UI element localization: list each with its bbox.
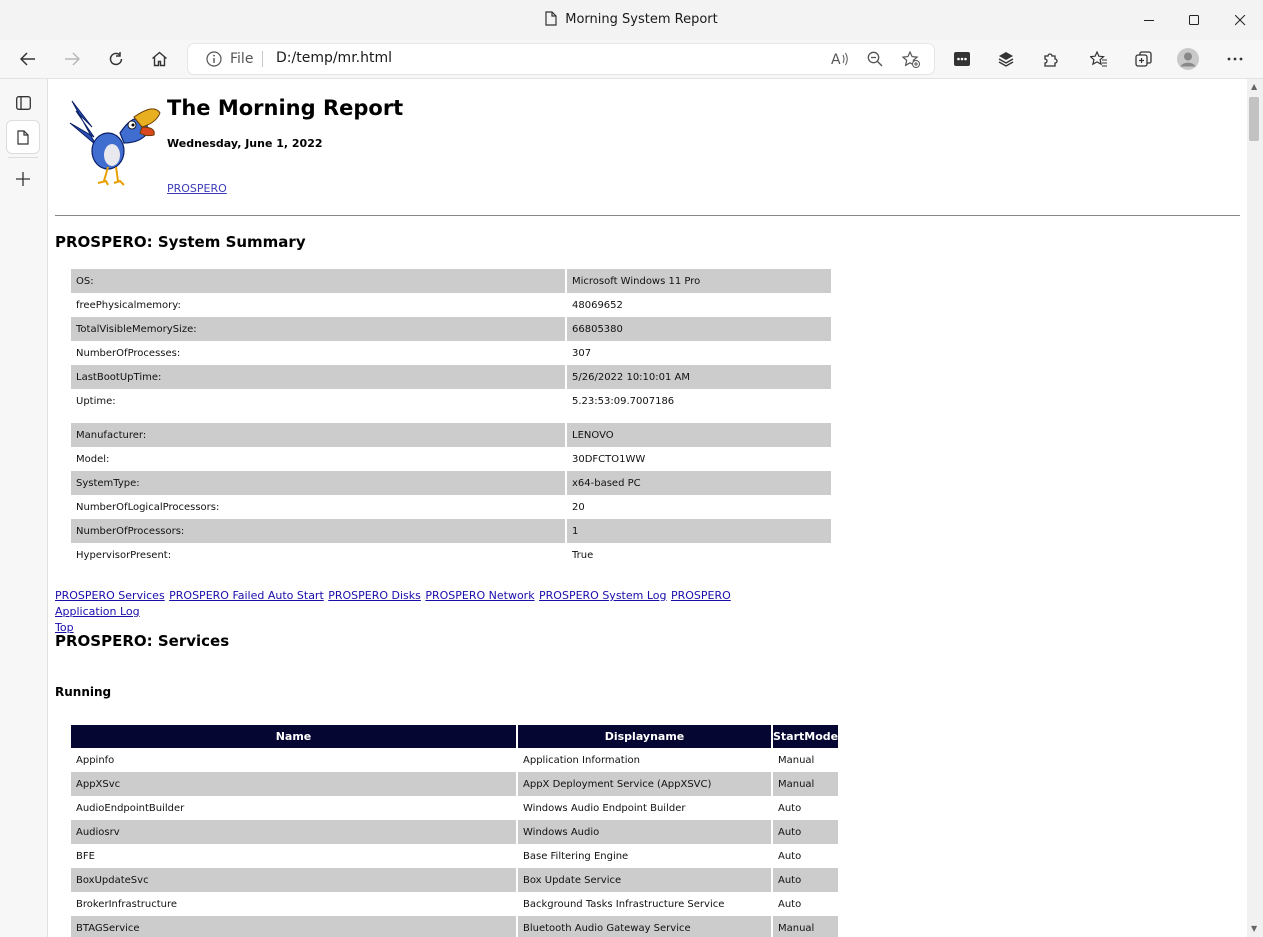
- report-date: Wednesday, June 1, 2022: [167, 137, 323, 150]
- read-aloud-icon[interactable]: [828, 48, 852, 70]
- vertical-tabs-sidebar: [0, 79, 46, 937]
- profile-icon[interactable]: [1172, 44, 1204, 74]
- service-displayname: Windows Audio: [517, 820, 772, 844]
- field-value: Microsoft Windows 11 Pro: [566, 269, 831, 293]
- field-value: 5/26/2022 10:10:01 AM: [566, 365, 831, 389]
- field-value: 66805380: [566, 317, 831, 341]
- field-label: OS:: [71, 269, 566, 293]
- sidebar-divider: [8, 157, 38, 158]
- hardware-summary-table: [71, 423, 831, 567]
- services-link[interactable]: PROSPERO Services: [55, 589, 165, 602]
- column-header-displayname[interactable]: Displayname: [517, 725, 772, 748]
- bird-logo-image: [62, 93, 162, 194]
- service-startmode: Auto: [772, 820, 838, 844]
- service-startmode: Auto: [778, 898, 802, 910]
- field-value: True: [572, 549, 594, 561]
- header-divider: [55, 215, 1240, 216]
- table-header-row: [71, 725, 838, 748]
- field-label: NumberOfProcesses:: [71, 341, 566, 365]
- field-value: x64-based PC: [566, 471, 831, 495]
- table-row: [71, 748, 838, 772]
- url-input[interactable]: [276, 50, 796, 66]
- services-heading: PROSPERO: Services: [55, 632, 230, 650]
- address-separator: [262, 51, 263, 67]
- field-label: freePhysicalmemory:: [71, 293, 566, 317]
- table-row: [71, 772, 838, 796]
- os-summary-table: [71, 269, 831, 413]
- section-nav-links: [55, 587, 755, 635]
- scrollbar-thumb[interactable]: [1249, 97, 1259, 141]
- maximize-icon[interactable]: [1171, 0, 1217, 40]
- info-icon[interactable]: [206, 51, 222, 71]
- services-table: [71, 725, 838, 937]
- service-startmode: Auto: [772, 868, 838, 892]
- table-row: [71, 820, 838, 844]
- back-icon[interactable]: [12, 44, 44, 74]
- disks-link[interactable]: PROSPERO Disks: [328, 589, 421, 602]
- minimize-icon[interactable]: [1126, 0, 1172, 40]
- summary-heading: PROSPERO: System Summary: [55, 233, 306, 251]
- field-label: Manufacturer:: [71, 423, 566, 447]
- service-name: BrokerInfrastructure: [71, 892, 517, 916]
- report-title: The Morning Report: [167, 96, 404, 120]
- address-bar[interactable]: [188, 44, 934, 74]
- favorites-icon[interactable]: [1083, 44, 1115, 74]
- field-label: SystemType:: [71, 471, 566, 495]
- table-row: [71, 471, 831, 495]
- scroll-up-arrow[interactable]: ▲: [1251, 82, 1258, 91]
- table-row: [71, 293, 831, 317]
- field-label: HypervisorPresent:: [71, 543, 566, 567]
- service-name: AudioEndpointBuilder: [71, 796, 517, 820]
- table-row: [71, 543, 831, 567]
- service-displayname: Windows Audio Endpoint Builder: [517, 796, 772, 820]
- table-row: [71, 892, 838, 916]
- failed-auto-start-link[interactable]: PROSPERO Failed Auto Start: [169, 589, 324, 602]
- forward-icon[interactable]: [56, 44, 88, 74]
- refresh-icon[interactable]: [100, 44, 132, 74]
- service-name: Appinfo: [71, 748, 517, 772]
- service-displayname: Application Information: [517, 748, 772, 772]
- service-name: AppXSvc: [71, 772, 517, 796]
- new-tab-icon[interactable]: [7, 163, 39, 195]
- scroll-down-arrow[interactable]: ▼: [1251, 924, 1258, 933]
- host-link[interactable]: PROSPERO: [167, 182, 227, 195]
- table-row: [71, 423, 831, 447]
- service-name: BTAGService: [71, 916, 517, 937]
- table-row: [71, 868, 838, 892]
- field-label: Uptime:: [71, 389, 566, 413]
- browser-toolbar: [0, 40, 1263, 79]
- field-label: LastBootUpTime:: [71, 365, 566, 389]
- scheme-label: File: [230, 51, 254, 67]
- collections-icon[interactable]: [1127, 44, 1159, 74]
- service-name: BFE: [71, 844, 517, 868]
- service-startmode: Auto: [778, 850, 802, 862]
- page-tab-icon[interactable]: [7, 121, 39, 153]
- running-subheading: Running: [55, 685, 112, 699]
- system-log-link[interactable]: PROSPERO System Log: [539, 589, 667, 602]
- field-value: LENOVO: [566, 423, 831, 447]
- extension-icon[interactable]: [946, 44, 978, 74]
- field-value: 48069652: [572, 299, 623, 311]
- service-displayname: Box Update Service: [517, 868, 772, 892]
- field-label: Model:: [71, 447, 566, 471]
- field-label: TotalVisibleMemorySize:: [71, 317, 566, 341]
- table-row: [71, 495, 831, 519]
- more-icon[interactable]: [1219, 44, 1251, 74]
- page-scrollbar[interactable]: [1247, 79, 1263, 937]
- field-value: 5.23:53:09.7007186: [572, 395, 675, 407]
- table-row: [71, 269, 831, 293]
- field-value: 307: [572, 347, 592, 359]
- table-row: [71, 365, 831, 389]
- title-bar: [0, 0, 1263, 40]
- column-header-startmode[interactable]: StartMode: [772, 725, 838, 748]
- service-startmode: Manual: [772, 916, 838, 937]
- close-icon[interactable]: [1217, 0, 1263, 40]
- service-startmode: Auto: [778, 802, 802, 814]
- service-displayname: Background Tasks Infrastructure Service: [517, 892, 772, 916]
- table-row: [71, 447, 831, 471]
- field-label: NumberOfProcessors:: [71, 519, 566, 543]
- tab-actions-icon[interactable]: [7, 87, 39, 119]
- network-link[interactable]: PROSPERO Network: [425, 589, 535, 602]
- svg-text:A: A: [831, 52, 841, 67]
- field-value: 1: [566, 519, 831, 543]
- window-title: Morning System Report: [565, 12, 718, 27]
- table-row: [71, 389, 831, 413]
- application-log-link[interactable]: PROSPERO Application Log: [55, 589, 731, 618]
- service-startmode: Manual: [772, 772, 838, 796]
- service-displayname: Base Filtering Engine: [517, 844, 772, 868]
- table-row: [71, 317, 831, 341]
- service-startmode: Manual: [778, 754, 815, 766]
- home-icon[interactable]: [143, 44, 175, 74]
- page-content: [47, 79, 1248, 937]
- puzzle-icon[interactable]: [1034, 44, 1066, 74]
- zoom-out-icon[interactable]: [863, 48, 887, 70]
- field-value: 30DFCTO1WW: [572, 453, 646, 465]
- page-icon: [545, 11, 557, 30]
- layers-icon[interactable]: [990, 44, 1022, 74]
- column-header-name[interactable]: Name: [71, 725, 517, 748]
- table-row: [71, 916, 838, 937]
- table-row: [71, 341, 831, 365]
- service-name: BoxUpdateSvc: [71, 868, 517, 892]
- table-row: [71, 844, 838, 868]
- field-label: NumberOfLogicalProcessors:: [71, 495, 566, 519]
- service-name: Audiosrv: [71, 820, 517, 844]
- service-displayname: AppX Deployment Service (AppXSVC): [517, 772, 772, 796]
- add-favorite-icon[interactable]: [899, 48, 923, 70]
- table-row: [71, 519, 831, 543]
- window-title-area: [0, 11, 1263, 30]
- table-row: [71, 796, 838, 820]
- field-value: 20: [572, 501, 585, 513]
- service-displayname: Bluetooth Audio Gateway Service: [517, 916, 772, 937]
- top-link[interactable]: Top: [55, 621, 74, 634]
